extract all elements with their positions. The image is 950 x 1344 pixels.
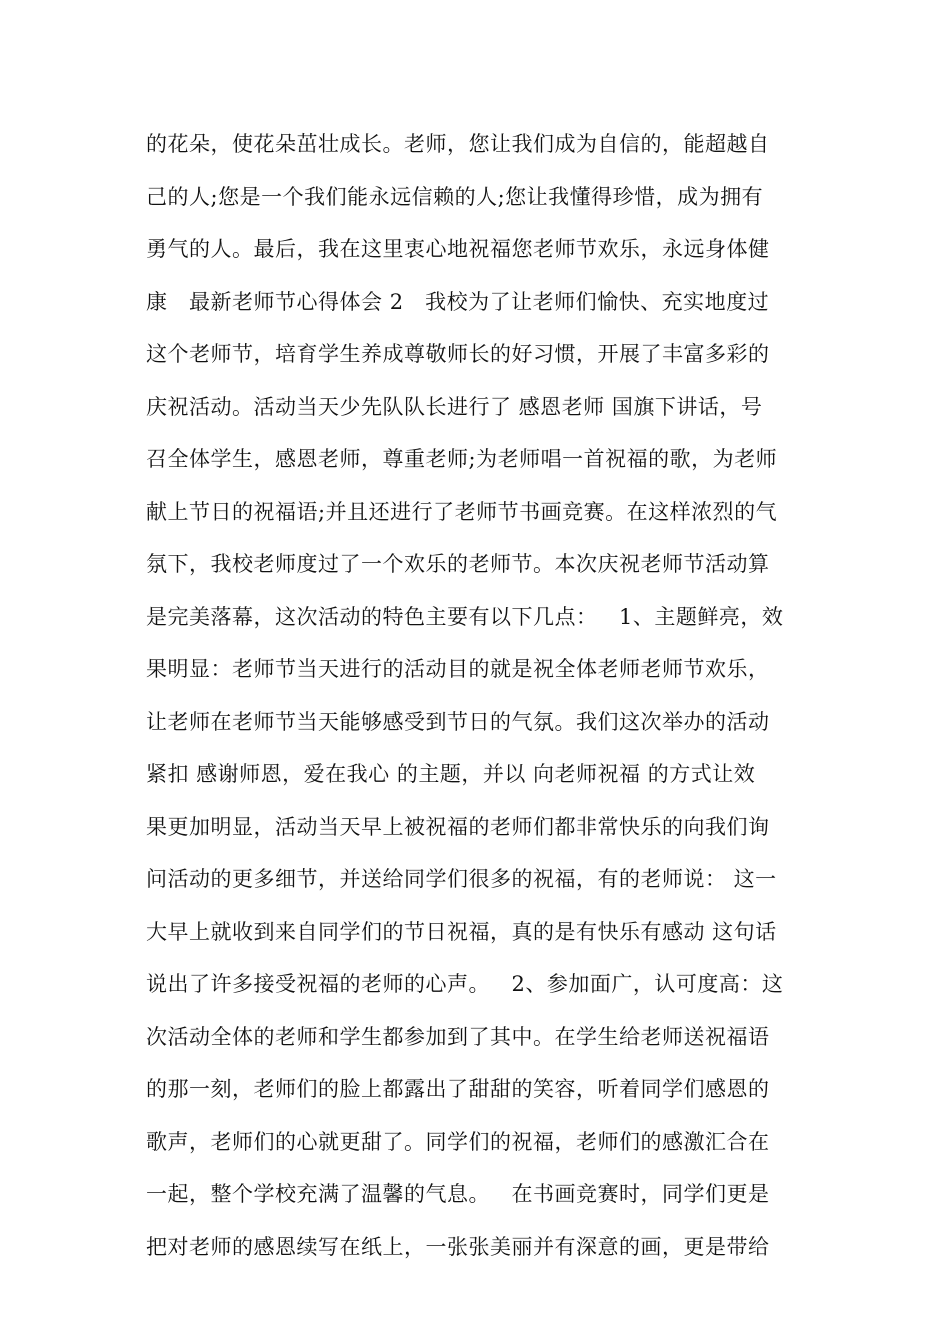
text-line: 己的人;您是一个我们能永远信赖的人;您让我懂得珍惜，成为拥有	[146, 184, 764, 209]
text-line: 次活动全体的老师和学生都参加到了其中。在学生给老师送祝福语	[146, 1024, 770, 1049]
text-line: 一起，整个学校充满了温馨的气息。 在书画竞赛时，同学们更是	[146, 1182, 770, 1206]
text-line: 果明显：老师节当天进行的活动目的就是祝全体老师老师节欢乐，	[146, 657, 770, 681]
text-line: 说出了许多接受祝福的老师的心声。 2、参加面广，认可度高：这	[146, 972, 784, 996]
text-line: 的那一刻，老师们的脸上都露出了甜甜的笑容，听着同学们感恩的	[146, 1077, 770, 1101]
text-line: 歌声，老师们的心就更甜了。同学们的祝福，老师们的感激汇合在	[146, 1129, 770, 1154]
text-line: 是完美落幕，这次活动的特色主要有以下几点： 1、主题鲜亮，效	[146, 604, 784, 629]
text-line: 勇气的人。最后，我在这里衷心地祝福您老师节欢乐，永远身体健	[146, 237, 770, 261]
text-line: 大早上就收到来自同学们的节日祝福，真的是有快乐有感动 这句话	[146, 919, 777, 944]
text-line: 让老师在老师节当天能够感受到节日的气氛。我们这次举办的活动	[146, 709, 770, 734]
text-line: 紧扣 感谢师恩，爱在我心 的主题，并以 向老师祝福 的方式让效	[146, 762, 756, 786]
text-line: 的花朵，使花朵茁壮成长。老师，您让我们成为自信的，能超越自	[146, 132, 770, 156]
text-line: 果更加明显，活动当天早上被祝福的老师们都非常快乐的向我们询	[146, 814, 770, 839]
text-line: 献上节日的祝福语;并且还进行了老师节书画竞赛。在这样浓烈的气	[146, 499, 778, 524]
text-line: 氛下，我校老师度过了一个欢乐的老师节。本次庆祝老师节活动算	[146, 552, 770, 576]
text-line: 问活动的更多细节，并送给同学们很多的祝福，有的老师说： 这一	[146, 867, 777, 891]
text-line: 召全体学生，感恩老师，尊重老师;为老师唱一首祝福的歌，为老师	[146, 447, 778, 471]
text-line: 庆祝活动。活动当天少先队队长进行了 感恩老师 国旗下讲话，号	[146, 394, 763, 419]
text-line: 把对老师的感恩续写在纸上，一张张美丽并有深意的画，更是带给	[146, 1234, 770, 1259]
text-line: 这个老师节，培育学生养成尊敬师长的好习惯，开展了丰富多彩的	[146, 342, 770, 366]
body-text	[146, 118, 826, 1273]
text-line: 康 最新老师节心得体会 2 我校为了让老师们愉快、充实地度过	[146, 289, 770, 314]
